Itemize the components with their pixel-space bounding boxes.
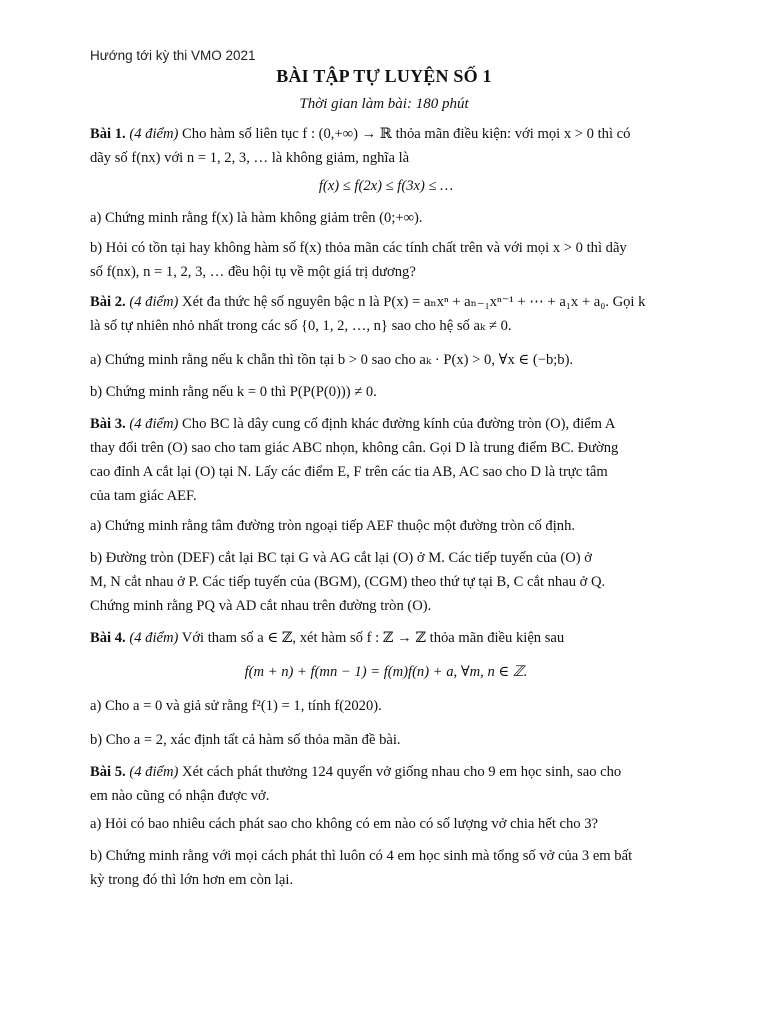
problem-4-formula: f(m + n) + f(mn − 1) = f(m)f(n) + a, ∀m, n ∈ ℤ. (244, 664, 528, 680)
problem-1-formula: f(x) ≤ f(2x) ≤ f(3x) ≤ … (318, 178, 454, 194)
problem-3-line-4: của tam giác AEF. (90, 488, 197, 504)
problem-1-part-a: a) Chứng minh rằng f(x) là hàm không giảm trên (0;+∞). (90, 210, 423, 226)
problem-5-part-b (90, 844, 682, 892)
problem-3-line-1: Cho BC là dây cung cố định khác đường kính của đường tròn (O), điểm A (182, 416, 616, 432)
problem-1-statement (90, 122, 682, 170)
problem-1-line-2: dãy số f(nx) với n = 1, 2, 3, … là không giảm, nghĩa là (90, 150, 410, 166)
problem-2-part-a: a) Chứng minh rằng nếu k chẵn thì tồn tại b > 0 sao cho aₖ · P(x) > 0, ∀x ∈ (−b;b). (90, 352, 574, 368)
problem-3-part-a: a) Chứng minh rằng tâm đường tròn ngoại tiếp AEF thuộc một đường tròn cố định. (90, 518, 576, 534)
problem-3-statement (90, 412, 682, 508)
problem-1-part-b-line-2: số f(nx), n = 1, 2, 3, … đều hội tụ về một giá trị dương? (90, 264, 416, 280)
problem-2-label: Bài 2. (90, 294, 126, 310)
problem-5-part-a: a) Hỏi có bao nhiêu cách phát sao cho không có em nào có số lượng vở chia hết cho 3? (90, 816, 599, 832)
problem-1-part-b (90, 236, 682, 284)
problem-5-part-b-line-1: b) Chứng minh rằng với mọi cách phát thì luôn có 4 em học sinh mà tổng số vở của 3 em bất (90, 848, 633, 864)
problem-2-line-1: Xét đa thức hệ số nguyên bậc n là P(x) = aₙxⁿ + aₙ₋₁xⁿ⁻¹ + ⋯ + a₁x + a₀. Gọi k (182, 294, 646, 310)
problem-3-part-b-line-3: Chứng minh rằng PQ và AD cắt nhau trên đường tròn (O). (90, 598, 432, 614)
problem-4-part-a: a) Cho a = 0 và giả sử rằng f²(1) = 1, tính f(2020). (90, 698, 382, 714)
problem-5-statement (90, 760, 682, 808)
page-subtitle: Thời gian làm bài: 180 phút (299, 96, 469, 112)
problem-1-part-b-line-1: b) Hỏi có tồn tại hay không hàm số f(x) thỏa mãn các tính chất trên và với mọi x > 0 thì dãy (90, 240, 627, 256)
problem-2-points: (4 điểm) (129, 294, 179, 310)
problem-3-line-3: cao đỉnh A cắt lại (O) tại N. Lấy các điểm E, F trên các tia AB, AC sao cho D là trực tâm (90, 464, 608, 480)
problem-2-part-b: b) Chứng minh rằng nếu k = 0 thì P(P(P(0))) ≠ 0. (90, 384, 377, 400)
problem-5-line-2: em nào cũng có nhận được vở. (90, 788, 270, 804)
problem-3-label: Bài 3. (90, 416, 126, 432)
problem-1-points: (4 điểm) (129, 126, 179, 142)
problem-5-line-1: Xét cách phát thưởng 124 quyển vở giống nhau cho 9 em học sinh, sao cho (182, 764, 622, 780)
problem-1-label: Bài 1. (90, 126, 126, 142)
problem-4-part-b: b) Cho a = 2, xác định tất cả hàm số thỏa mãn đề bài. (90, 732, 401, 748)
header-note: Hướng tới kỳ thi VMO 2021 (90, 48, 256, 63)
problem-5-points: (4 điểm) (129, 764, 179, 780)
problem-2-statement (90, 290, 682, 338)
problem-5-label: Bài 5. (90, 764, 126, 780)
problem-4-label: Bài 4. (90, 630, 126, 646)
problem-4-statement (90, 626, 682, 650)
problem-2-line-2: là số tự nhiên nhỏ nhất trong các số {0, 1, 2, …, n} sao cho hệ số aₖ ≠ 0. (90, 318, 512, 334)
problem-3-part-b-line-2: M, N cắt nhau ở P. Các tiếp tuyến của (BGM), (CGM) theo thứ tự tại B, C cắt nhau ở Q. (90, 574, 606, 590)
problem-4-line-1: Với tham số a ∈ ℤ, xét hàm số f : ℤ → ℤ thỏa mãn điều kiện sau (181, 630, 565, 646)
problem-3-part-b-line-1: b) Đường tròn (DEF) cắt lại BC tại G và AG cắt lại (O) ở M. Các tiếp tuyến của (O) ở (90, 550, 592, 566)
page-title: BÀI TẬP TỰ LUYỆN SỐ 1 (276, 66, 492, 86)
problem-3-points: (4 điểm) (129, 416, 179, 432)
problem-1-line-1: Cho hàm số liên tục f : (0,+∞) → ℝ thỏa mãn điều kiện: với mọi x > 0 thì có (182, 126, 631, 142)
problem-4-points: (4 điểm) (129, 630, 179, 646)
problem-3-part-b (90, 546, 682, 618)
problem-5-part-b-line-2: kỳ trong đó thì lớn hơn em còn lại. (90, 872, 294, 888)
problem-3-line-2: thay đổi trên (O) sao cho tam giác ABC nhọn, không cân. Gọi D là trung điểm BC. Đường (90, 440, 619, 456)
